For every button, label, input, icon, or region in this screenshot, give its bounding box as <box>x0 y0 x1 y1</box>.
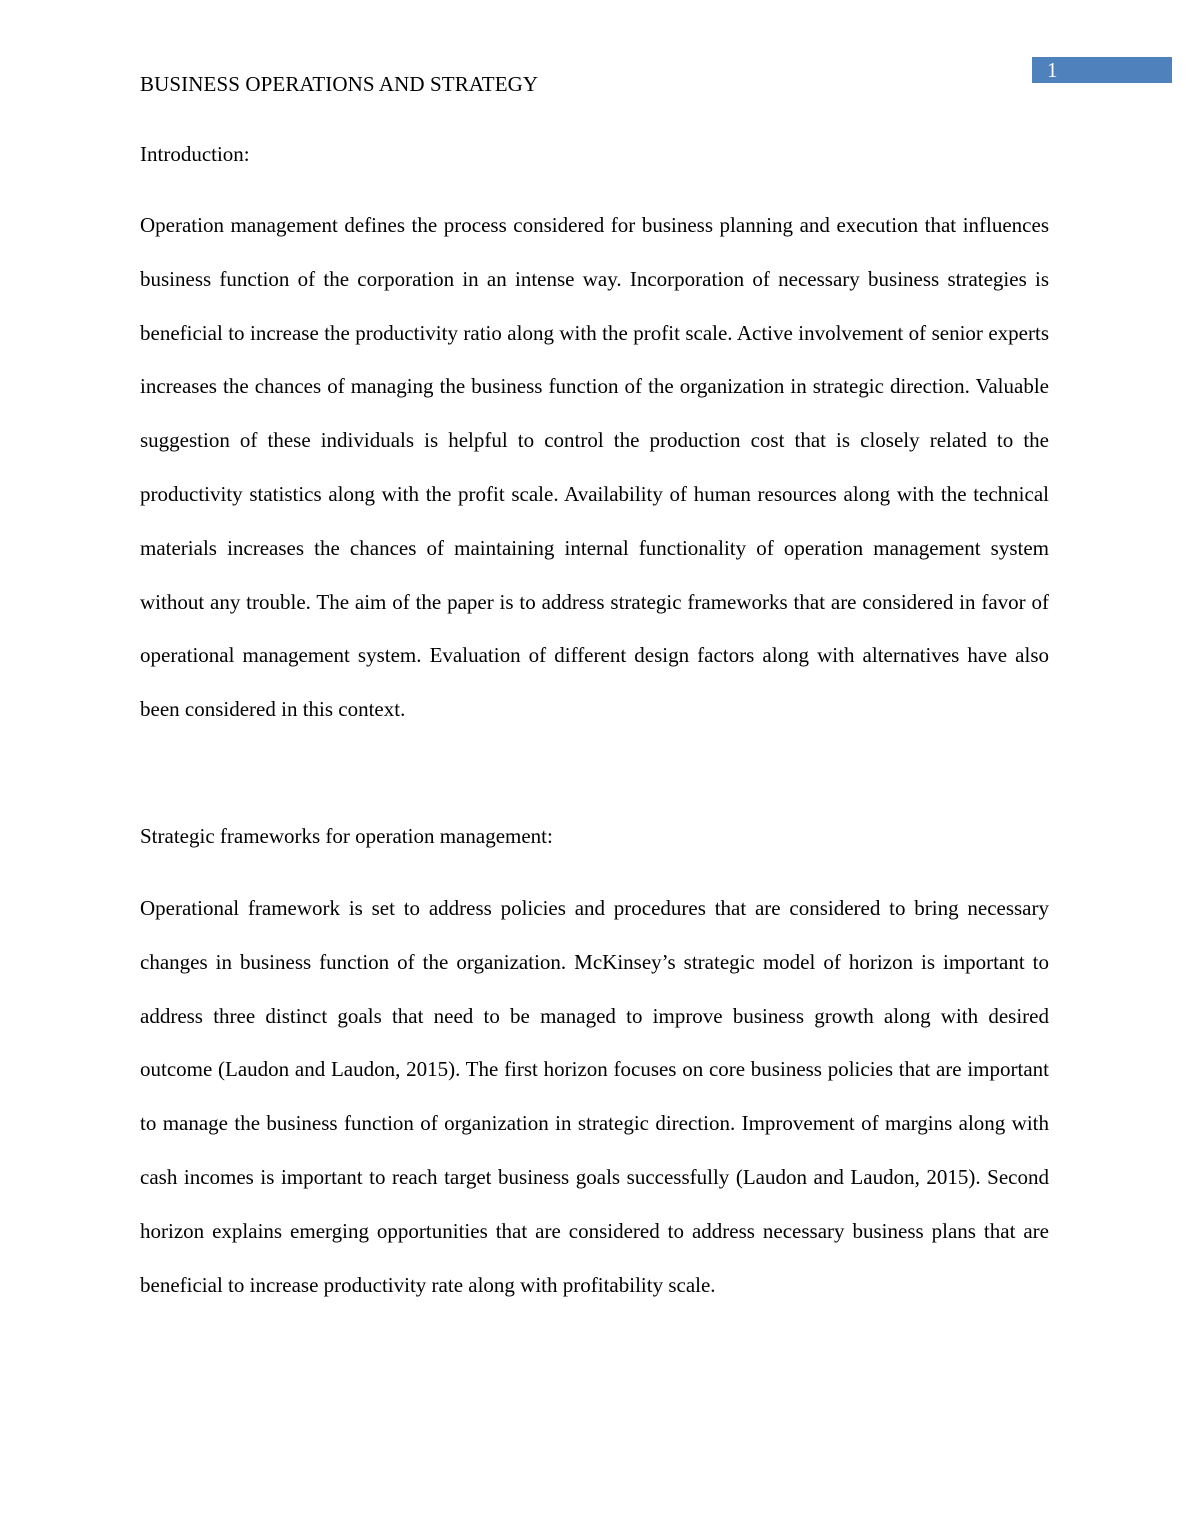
section-heading-strategic-frameworks: Strategic frameworks for operation management: <box>140 824 553 848</box>
page-number-box <box>1032 57 1172 83</box>
page-number: 1 <box>1047 58 1058 82</box>
section-heading-introduction: Introduction: <box>140 142 250 166</box>
running-head: BUSINESS OPERATIONS AND STRATEGY <box>140 72 539 96</box>
paragraph-introduction: Operation management defines the process considered for business planning and execution that influences business function of the corporation in an intense way. Incorporation of necessary business strategies is beneficial to increase the productivity ratio along with the profit scale. Active involvement of senior experts increases the chances of managing the business function of the organization in strategic direction. Valuable suggestion of these individuals is helpful to control the production cost that is closely related to the productivity statistics along with the profit scale. Availability of human resources along with the technical materials increases the chances of maintaining internal functionality of operation management system without any trouble. The aim of the paper is to address strategic frameworks that are considered in favor of operational management system. Evaluation of different design factors along with alternatives have also been considered in this context. <box>140 213 1049 722</box>
paragraph-strategic-frameworks: Operational framework is set to address policies and procedures that are considered to bring necessary changes in business function of the organization. McKinsey’s strategic model of horizon is important to address three distinct goals that need to be managed to improve business growth along with desired outcome (Laudon and Laudon, 2015). The first horizon focuses on core business policies that are important to manage the business function of organization in strategic direction. Improvement of margins along with cash incomes is important to reach target business goals successfully (Laudon and Laudon, 2015). Second horizon explains emerging opportunities that are considered to address necessary business plans that are beneficial to increase productivity rate along with profitability scale. <box>140 896 1049 1297</box>
